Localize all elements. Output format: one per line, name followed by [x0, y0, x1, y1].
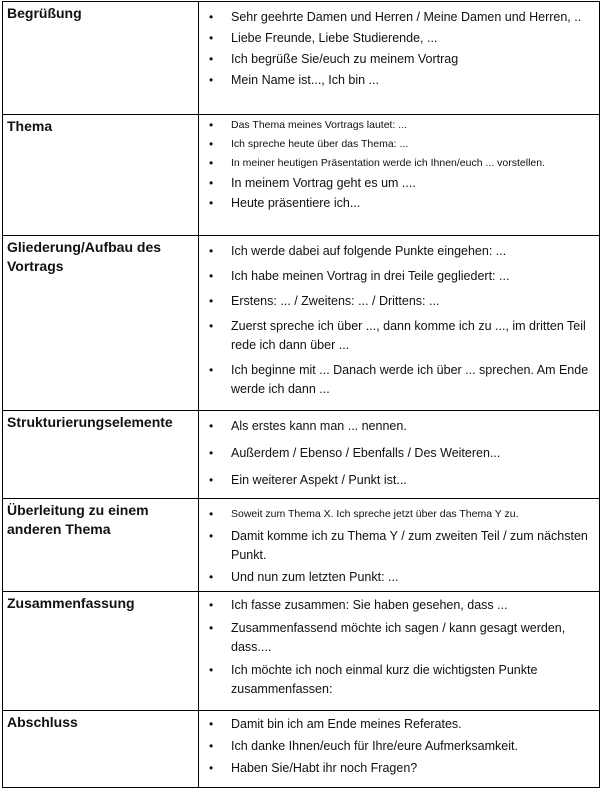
- bullet-icon: •: [209, 73, 214, 87]
- bullet-icon: •: [209, 598, 214, 612]
- list-item: • Ein weiterer Aspekt / Punkt ist...: [199, 471, 599, 490]
- phrase-list-greeting: [199, 2, 599, 93]
- bullet-icon: •: [209, 31, 214, 45]
- section-title-outline: Gliederung/Aufbau des Vortrags: [7, 239, 162, 274]
- list-item: • Liebe Freunde, Liebe Studierende, ...: [209, 31, 438, 45]
- row-summary: [3, 592, 600, 711]
- list-item: • Zusammenfassend möchte ich sagen / kann gesagt werden, dass....: [209, 621, 566, 654]
- bullet-icon: •: [209, 507, 214, 521]
- phrase-list-summary: [199, 592, 599, 699]
- section-title-closing: Abschluss: [7, 714, 78, 730]
- bullet-icon: •: [209, 244, 214, 258]
- bullet-icon: •: [209, 621, 214, 635]
- list-item: • Soweit zum Thema X. Ich spreche jetzt über das Thema Y zu.: [199, 505, 599, 524]
- bullet-icon: •: [209, 196, 214, 210]
- section-title-structure: Strukturierungselemente: [7, 414, 173, 430]
- bullet-icon: •: [209, 156, 214, 170]
- list-item: • Ich habe meinen Vortrag in drei Teile gegliedert: ...: [199, 267, 599, 286]
- list-item: • Erstens: ... / Zweitens: ... / Drittens: ...: [199, 292, 599, 311]
- list-item: • Ich begrüße Sie/euch zu meinem Vortrag: [209, 52, 459, 66]
- bullet-icon: •: [209, 663, 214, 677]
- list-item: • Damit bin ich am Ende meines Referates.: [199, 715, 599, 734]
- list-item: • Zuerst spreche ich über ..., dann komme ich zu ..., im dritten Teil rede ich dann über ...: [209, 319, 586, 352]
- list-item: • In meiner heutigen Präsentation werde ich Ihnen/euch ... vorstellen.: [209, 156, 546, 170]
- list-item: • Als erstes kann man ... nennen.: [199, 417, 599, 436]
- list-item: • Ich möchte ich noch einmal kurz die wichtigsten Punkte zusammenfassen:: [209, 663, 538, 696]
- list-item: • Ich spreche heute über das Thema: ...: [209, 137, 409, 151]
- row-greeting: [3, 2, 600, 115]
- bullet-icon: •: [209, 419, 214, 433]
- list-item: • Außerdem / Ebenso / Ebenfalls / Des Weiteren...: [199, 444, 599, 463]
- list-item: • Ich danke Ihnen/euch für Ihre/eure Aufmerksamkeit.: [199, 737, 599, 756]
- bullet-icon: •: [209, 319, 214, 333]
- bullet-icon: •: [209, 761, 214, 775]
- row-outline: [3, 236, 600, 411]
- section-title-summary: Zusammenfassung: [7, 595, 135, 611]
- row-transition: [3, 499, 600, 592]
- bullet-icon: •: [209, 446, 214, 460]
- phrase-list-closing: [199, 711, 599, 778]
- phrases-table: [2, 1, 600, 788]
- phrase-list-outline: [199, 236, 599, 399]
- bullet-icon: •: [209, 137, 214, 151]
- row-closing: [3, 711, 600, 788]
- list-item: • Haben Sie/Habt ihr noch Fragen?: [199, 759, 599, 778]
- list-item: • Heute präsentiere ich...: [209, 196, 361, 210]
- bullet-icon: •: [209, 529, 214, 543]
- row-topic: [3, 115, 600, 236]
- bullet-icon: •: [209, 269, 214, 283]
- bullet-icon: •: [209, 118, 214, 132]
- phrase-list-transition: [199, 499, 599, 587]
- bullet-icon: •: [209, 739, 214, 753]
- section-title-greeting: Begrüßung: [7, 5, 82, 21]
- section-title-transition: Überleitung zu einem anderen Thema: [7, 502, 149, 537]
- list-item: • In meinem Vortrag geht es um ....: [209, 176, 416, 190]
- bullet-icon: •: [209, 363, 214, 377]
- list-item: • Und nun zum letzten Punkt: ...: [199, 568, 599, 587]
- phrase-list-structure: [199, 411, 599, 490]
- bullet-icon: •: [209, 52, 214, 66]
- list-item: • Ich fasse zusammen: Sie haben gesehen, dass ...: [199, 596, 599, 615]
- list-item: • Ich werde dabei auf folgende Punkte eingehen: ...: [199, 242, 599, 261]
- bullet-icon: •: [209, 10, 214, 24]
- bullet-icon: •: [209, 570, 214, 584]
- list-item: • Mein Name ist..., Ich bin ...: [209, 73, 379, 87]
- bullet-icon: •: [209, 294, 214, 308]
- row-structure: [3, 411, 600, 499]
- list-item: • Damit komme ich zu Thema Y / zum zweiten Teil / zum nächsten Punkt.: [209, 529, 588, 562]
- bullet-icon: •: [209, 717, 214, 731]
- list-item: • Sehr geehrte Damen und Herren / Meine Damen und Herren, ..: [209, 10, 582, 24]
- bullet-icon: •: [209, 473, 214, 487]
- section-title-topic: Thema: [7, 118, 53, 134]
- bullet-icon: •: [209, 176, 214, 190]
- list-item: • Das Thema meines Vortrags lautet: ...: [209, 118, 408, 132]
- phrase-list-topic: [199, 115, 599, 215]
- list-item: • Ich beginne mit ... Danach werde ich über ... sprechen. Am Ende werde ich dann ...: [209, 363, 589, 396]
